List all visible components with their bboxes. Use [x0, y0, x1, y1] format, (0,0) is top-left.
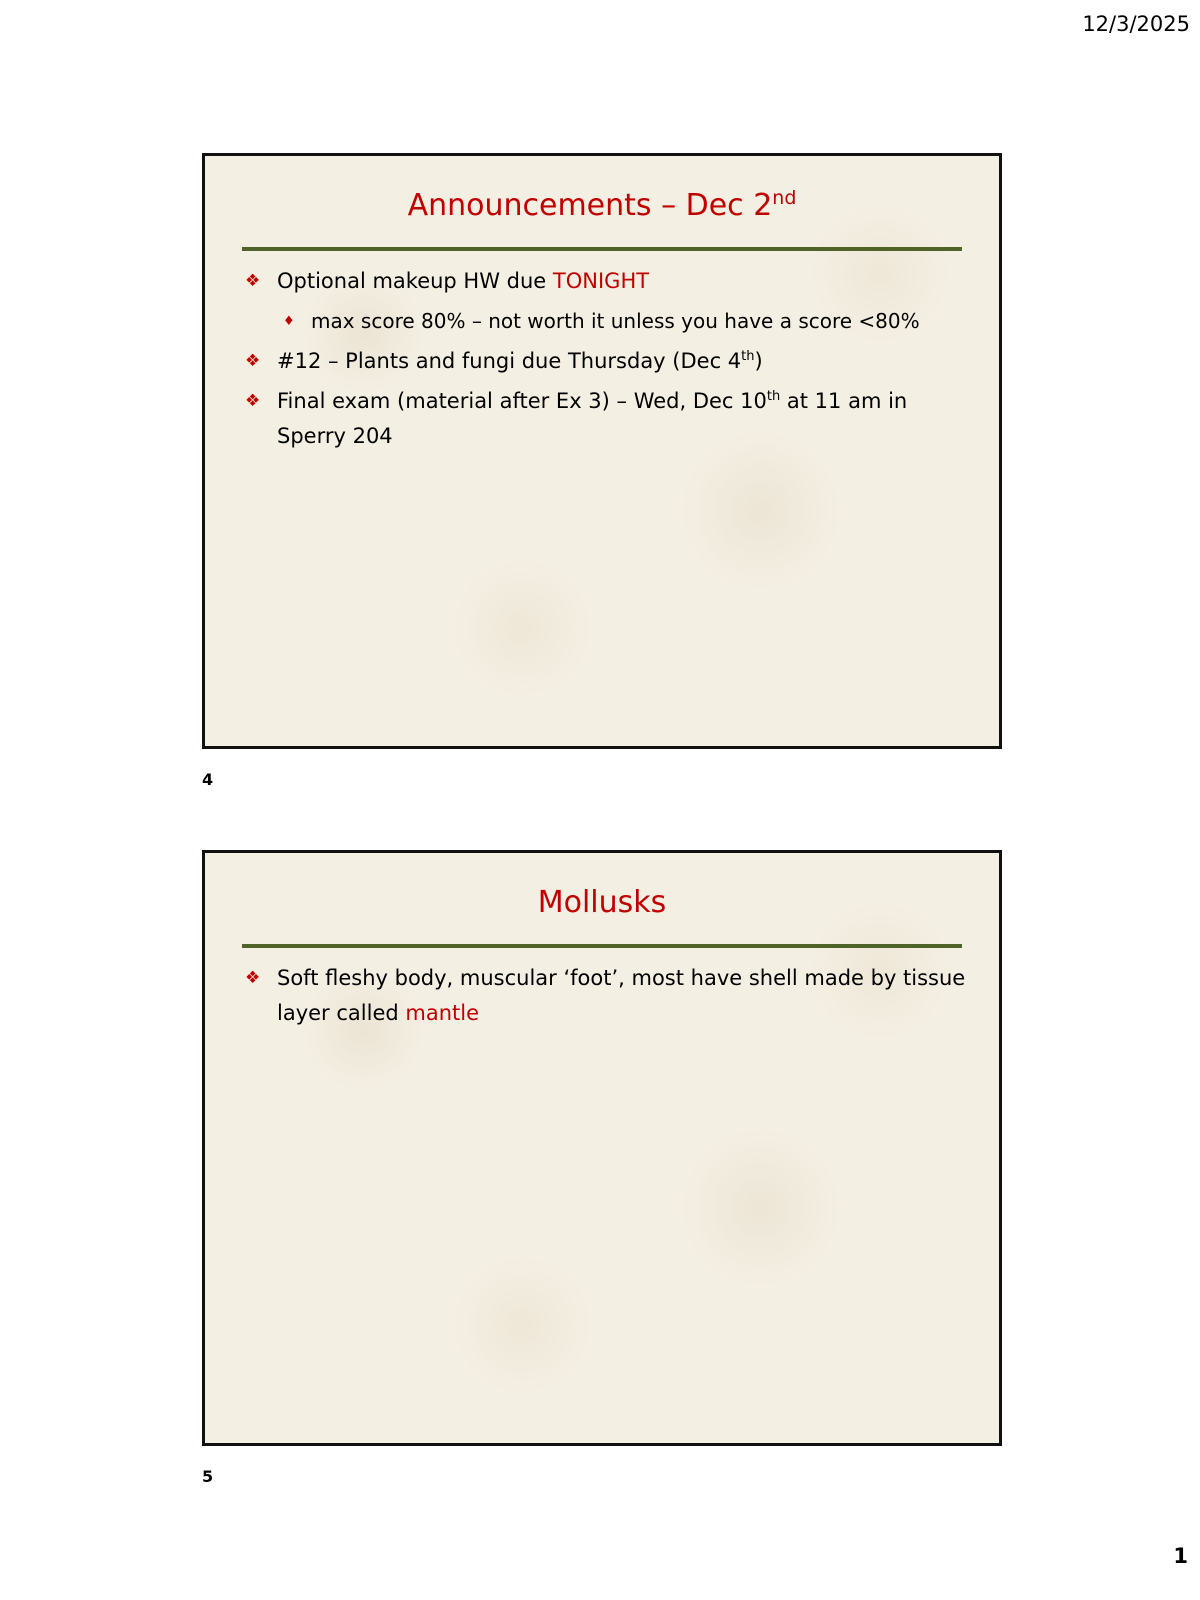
sub-bullet-text: max score 80% – not worth it unless you have a score <80%: [311, 309, 920, 333]
bullet-text-end: at 11 am in Sperry 204: [277, 389, 908, 448]
bullet-highlight: mantle: [405, 1001, 479, 1025]
slide-number: 5: [202, 1467, 214, 1486]
bullet-text: Final exam (material after Ex 3) – Wed, Dec 10: [277, 389, 767, 413]
bullet-list: [243, 264, 969, 459]
bullet-item: [243, 961, 969, 1031]
slide-title: [205, 188, 999, 223]
sub-bullet-item: [243, 304, 969, 339]
bullet-item: [243, 344, 969, 379]
slide-title-text: Mollusks: [537, 885, 667, 920]
bullet-item: [243, 264, 969, 299]
bullet-text-end: ): [754, 349, 763, 373]
four-petal-diamond-icon: ❖: [245, 271, 261, 291]
bullet-text: Soft fleshy body, muscular ‘foot’, most have shell made by tissue layer called: [277, 966, 966, 1025]
four-petal-diamond-icon: ❖: [245, 391, 261, 411]
slide-title-superscript: nd: [772, 187, 797, 209]
small-diamond-icon: ♦: [283, 314, 295, 329]
bullet-text: #12 – Plants and fungi due Thursday (Dec 4: [277, 349, 742, 373]
title-divider: [242, 944, 962, 948]
bullet-list: [243, 961, 969, 1036]
slide-mollusks: [202, 850, 1002, 1446]
bullet-highlight: TONIGHT: [552, 269, 650, 293]
page-date: 12/3/2025: [1082, 12, 1190, 36]
slide-announcements: [202, 153, 1002, 749]
bullet-superscript: th: [741, 349, 755, 364]
slide-title-text: Announcements – Dec 2: [407, 188, 773, 223]
page-number: 1: [1173, 1544, 1188, 1568]
four-petal-diamond-icon: ❖: [245, 351, 261, 371]
bullet-item: [243, 384, 969, 454]
bullet-superscript: th: [766, 389, 781, 404]
slide-number: 4: [202, 770, 214, 789]
bullet-text: Optional makeup HW due: [277, 269, 553, 293]
slide-title: [205, 885, 999, 920]
title-divider: [242, 247, 962, 251]
four-petal-diamond-icon: ❖: [245, 968, 261, 988]
